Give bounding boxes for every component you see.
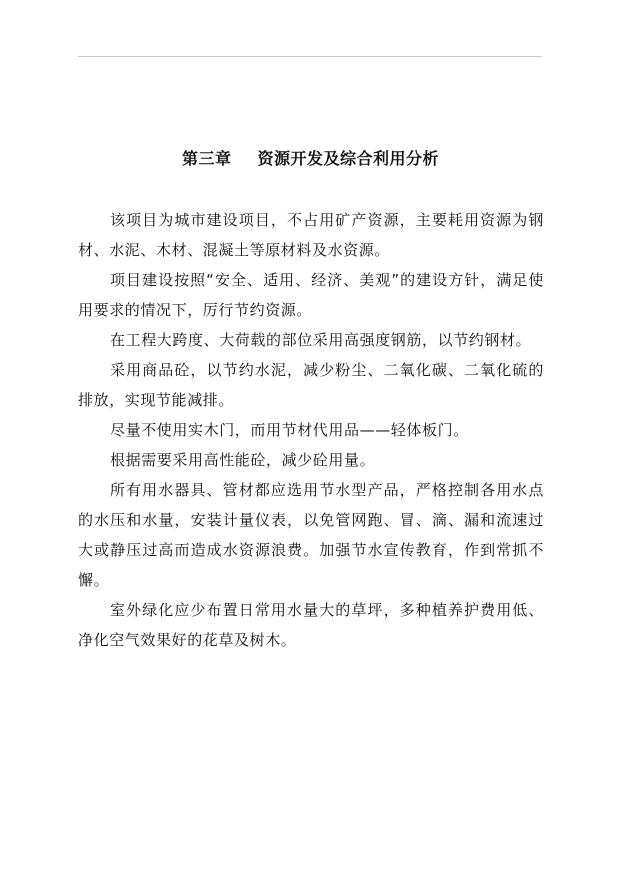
paragraph: 项目建设按照“安全、适用、经济、美观”的建设方针，满足使用要求的情况下，厉行节约资源。: [78, 271, 544, 319]
chapter-number: 第三章: [181, 149, 232, 168]
paragraph: 根据需要采用高性能砼，减少砼用量。: [110, 451, 376, 469]
paragraph: 该项目为城市建设项目，不占用矿产资源，主要耗用资源为钢材、水泥、木材、混凝土等原材料及水资源。: [78, 211, 544, 259]
paragraph: 采用商品砼，以节约水泥，减少粉尘、二氧化碳、二氧化硫的排放，实现节能减排。: [78, 361, 544, 409]
paragraph: 尽量不使用实木门，而用节材代用品——轻体板门。: [110, 421, 469, 439]
chapter-heading: 资源开发及综合利用分析: [257, 149, 440, 168]
paragraph: 室外绿化应少布置日常用水量大的草坪，多种植养护费用低、净化空气效果好的花草及树木。: [78, 601, 544, 649]
document-body: [78, 205, 544, 655]
paragraph: 在工程大跨度、大荷载的部位采用高强度钢筋，以节约钢材。: [110, 331, 532, 349]
chapter-title: [0, 146, 621, 169]
paragraph: 所有用水器具、管材都应选用节水型产品，严格控制各用水点的水压和水量，安装计量仪表，以免管网跑、冒、滴、漏和流速过大或静压过高而造成水资源浪费。加强节水宣传教育，作到常抓不懈。: [78, 481, 544, 589]
header-rule: [78, 56, 542, 57]
